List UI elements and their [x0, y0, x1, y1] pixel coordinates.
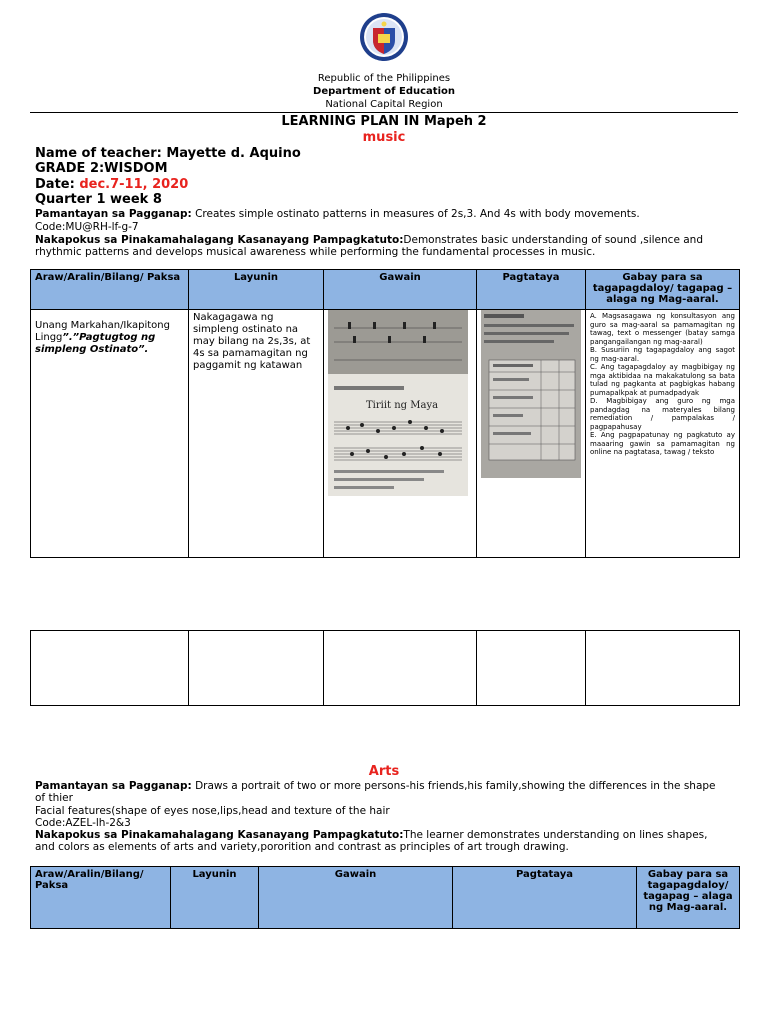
subject-music-heading: music: [362, 130, 406, 145]
gabay-item-c: C. Ang tagapagdaloy ay magbibigay ng mga aktibidaa na makakatulong sa bata tulad ng pagkanta at pagbigkas habang pumapalkpak at pumadpadyak: [590, 363, 735, 397]
arts-code: Code:AZEL-lh-2&3: [35, 817, 131, 829]
grade-section: GRADE 2:WISDOM: [35, 161, 168, 176]
gabay-item-e: E. Ang pagpapatunay ng pagkatuto ay maaaring gawin sa pamamagitan ng online na pagtatasa, tawag / teksto: [590, 431, 735, 456]
header-gabay: Gabay para sa tagapagdaloy/ tagapag –alaga ng Mag-aaral.: [586, 270, 740, 310]
music-plan-table: [30, 269, 740, 558]
date-value: dec.7-11, 2020: [79, 177, 189, 192]
gawain-cell: [324, 310, 477, 558]
arts-plan-table: [30, 866, 740, 929]
department-line: Department of Education: [313, 86, 455, 97]
header-gabay: Gabay para sa tagapagdaloy/ tagapag – alaga ng Mag-aaral.: [637, 867, 740, 929]
paksa-cell: Unang Markahan/Ikapitong Lingg”.”Pagtugtog ng simpleng Ostinato”.: [31, 310, 189, 558]
header-layunin: Layunin: [189, 270, 324, 310]
empty-cell: [189, 631, 324, 706]
gabay-item-a: A. Magsasagawa ng konsultasyon ang guro sa mag-aaral sa pamamagitan ng tawag, text o messenger (batay samga pangangailangan ng mag-aaral): [590, 312, 735, 346]
empty-cell: [324, 631, 477, 706]
header-paksa: Araw/Aralin/Bilang/ Paksa: [31, 270, 189, 310]
arts-facial-features: Facial features(shape of eyes nose,lips,head and texture of the hair: [35, 805, 390, 817]
subject-arts-heading: Arts: [368, 764, 400, 779]
header-divider: [30, 112, 738, 113]
region-line: National Capital Region: [325, 99, 443, 110]
song-title-text: Tiriit ng Maya: [366, 400, 439, 411]
music-sheet-image: [328, 310, 468, 496]
arts-nakapokus: Nakapokus sa Pinakamahalagang Kasanayang Pampagkatuto:The learner demonstrates understanding on lines shapes, and colors as elements of arts and variety,pororition and contrast as principles of art trough drawing.: [35, 829, 708, 853]
arts-pamantayan: Pamantayan sa Pagganap: Draws a portrait of two or more persons-his friends,his family,showing the differences in the shape of thier: [35, 780, 716, 804]
empty-cell: [31, 631, 189, 706]
gabay-item-b: B. Susuriin ng tagapagdaloy ang sagot ng mag-aaral.: [590, 346, 735, 363]
pagtataya-worksheet-photo: [481, 310, 581, 478]
assessment-sheet-image: [481, 310, 581, 478]
header-pagtataya: Pagtataya: [453, 867, 637, 929]
gabay-cell: [586, 310, 740, 558]
empty-table: [30, 630, 740, 706]
quarter-line: Quarter 1 week 8: [35, 192, 162, 207]
teacher-name: Name of teacher: Mayette d. Aquino: [35, 146, 301, 161]
header-gawain: Gawain: [324, 270, 477, 310]
pagtataya-cell: [477, 310, 586, 558]
layunin-cell: Nakagagawa ng simpleng ostinato na may bilang na 2s,3s, at 4s sa pamamagitan ng paggamit ng katawan: [189, 310, 324, 558]
header-paksa: Araw/Aralin/Bilang/ Paksa: [31, 867, 171, 929]
gabay-item-d: D. Magbibigay ang guro ng mga pandagdag na materyales bilang remediation / pampalakas / pagpapahusay: [590, 397, 735, 431]
republic-line: Republic of the Philippines: [317, 73, 451, 84]
music-code: Code:MU@RH-lf-g-7: [35, 221, 139, 233]
empty-cell: [586, 631, 740, 706]
date-line: Date: dec.7-11, 2020: [35, 177, 189, 192]
header-layunin: Layunin: [171, 867, 259, 929]
document-title: LEARNING PLAN IN Mapeh 2: [281, 114, 487, 129]
gawain-worksheet-photo: [328, 310, 468, 496]
header-pagtataya: Pagtataya: [477, 270, 586, 310]
empty-cell: [477, 631, 586, 706]
music-pamantayan: Pamantayan sa Pagganap: Creates simple ostinato patterns in measures of 2s,3. And 4s with body movements.: [35, 208, 640, 220]
deped-seal-logo: [359, 12, 409, 62]
header-gawain: Gawain: [259, 867, 453, 929]
music-nakapokus: Nakapokus sa Pinakamahalagang Kasanayang Pampagkatuto:Demonstrates basic understanding of sound ,silence and rhythmic patterns and develops musical awareness while performing the fundamental processes in music.: [35, 234, 703, 258]
